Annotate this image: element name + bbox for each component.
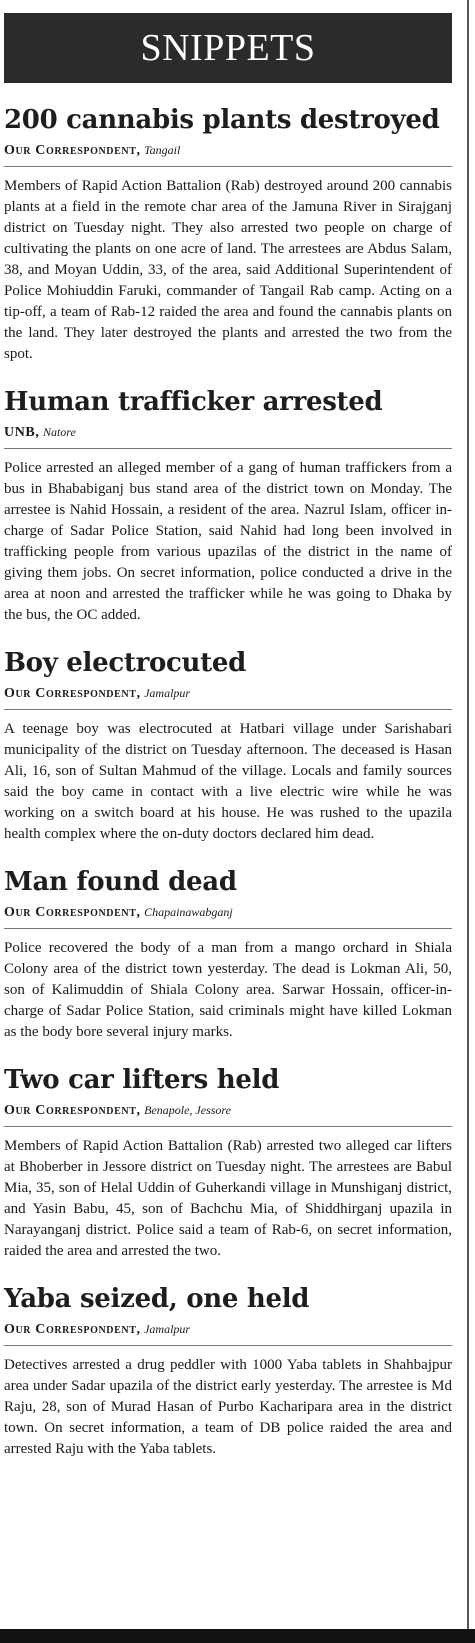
byline xyxy=(4,1320,452,1346)
story-car-lifters xyxy=(4,1063,452,1262)
column-rule xyxy=(467,0,469,1643)
headline: Two car lifters held xyxy=(4,1065,280,1095)
story-body: Members of Rapid Action Battalion (Rab) destroyed around 200 cannabis plants at a field in the remote char area of the Jamuna River in Sirajganj district on Tuesday night. They also arrested two people on charge of cultivating the plants on one acre of land. The arrestees are Abdus Salam, 38, and Moyan Uddin, 33, of the area, said Additional Superintendent of Police Mohiuddin Faruki, commander of Tangail Rab camp. Acting on a tip-off, a team of Rab-12 raided the area and found the cannabis plants on the land. They later destroyed the plants and arrested the two from the spot. xyxy=(4,178,452,362)
headline: Yaba seized, one held xyxy=(4,1284,310,1314)
byline xyxy=(4,423,452,449)
snippets-column xyxy=(4,13,452,1460)
story-body: Police arrested an alleged member of a gang of human traffickers from a bus in Bhababiganj bus stand area of the district town on Monday. The arrestee is Nahid Hossain, a resident of the area. Nazrul Islam, officer in-charge of Sadar Police Station, said Nahid had long been involved in trafficking people from various upazilas of the district in the name of giving them jobs. On secret information, police conducted a drive in the area at noon and arrested the trafficker while he was going to Dhaka by the bus, the OC added. xyxy=(4,460,452,623)
headline: Boy electrocuted xyxy=(4,648,246,678)
headline: 200 cannabis plants destroyed xyxy=(4,105,440,135)
byline-place: Jamalpur xyxy=(144,686,191,700)
story-found-dead xyxy=(4,865,452,1043)
byline-agency: Our Correspondent, xyxy=(4,905,141,920)
headline: Human trafficker arrested xyxy=(4,387,383,417)
byline-place: Chapainawabganj xyxy=(144,905,233,919)
byline-agency: Our Correspondent, xyxy=(4,143,141,158)
story-yaba xyxy=(4,1282,452,1460)
byline-agency: Our Correspondent, xyxy=(4,686,141,701)
byline xyxy=(4,684,452,710)
story-body: Police recovered the body of a man from a mango orchard in Shiala Colony area of the district town yesterday. The dead is Lokman Ali, 50, son of Kalimuddin of Shiala Colony area. Sarwar Hossain, officer-in-charge of Sadar Police Station, said criminals might have killed Lokman as the body bore several injury marks. xyxy=(4,940,452,1040)
story-electrocuted xyxy=(4,646,452,845)
byline-agency: UNB, xyxy=(4,425,40,440)
byline-place: Benapole, Jessore xyxy=(144,1103,231,1117)
headline: Man found dead xyxy=(4,867,237,897)
byline-place: Jamalpur xyxy=(144,1322,191,1336)
byline xyxy=(4,141,452,167)
story-body: Members of Rapid Action Battalion (Rab) arrested two alleged car lifters at Bhoberber in Jessore district on Tuesday night. The arrestees are Babul Mia, 35, son of Helal Uddin of Guherkandi village in Munshiganj district, and Yasin Babu, 45, son of Bachchu Mia, of Shiddhirganj upazila in Narayanganj district. Police said a team of Rab-6, on secret information, raided the area and arrested the two. xyxy=(4,1138,452,1259)
bottom-rule xyxy=(0,1629,475,1643)
story-body: A teenage boy was electrocuted at Hatbari village under Sarishabari municipality of the district on Tuesday afternoon. The deceased is Hasan Ali, 16, son of Sultan Mahmud of the village. Locals and family sources said the boy came in contact with a live electric wire while he was working on a switch board at his house. He was rushed to the upazila health complex where the on-duty doctors declared him dead. xyxy=(4,721,452,842)
masthead: SNIPPETS xyxy=(4,13,452,83)
story-body: Detectives arrested a drug peddler with 1000 Yaba tablets in Shahbajpur area under Sadar upazila of the district early yesterday. The arrestee is Md Raju, 28, son of Murad Hasan of Purbo Kacharipara area in the district town. On secret information, a team of DB police raided the area and arrested Raju with the Yaba tablets. xyxy=(4,1357,452,1457)
byline-place: Natore xyxy=(42,425,76,439)
byline-agency: Our Correspondent, xyxy=(4,1103,141,1118)
byline xyxy=(4,1101,452,1127)
byline xyxy=(4,903,452,929)
byline-place: Tangail xyxy=(144,143,181,157)
story-cannabis xyxy=(4,103,452,365)
byline-agency: Our Correspondent, xyxy=(4,1322,141,1337)
story-trafficker xyxy=(4,385,452,626)
